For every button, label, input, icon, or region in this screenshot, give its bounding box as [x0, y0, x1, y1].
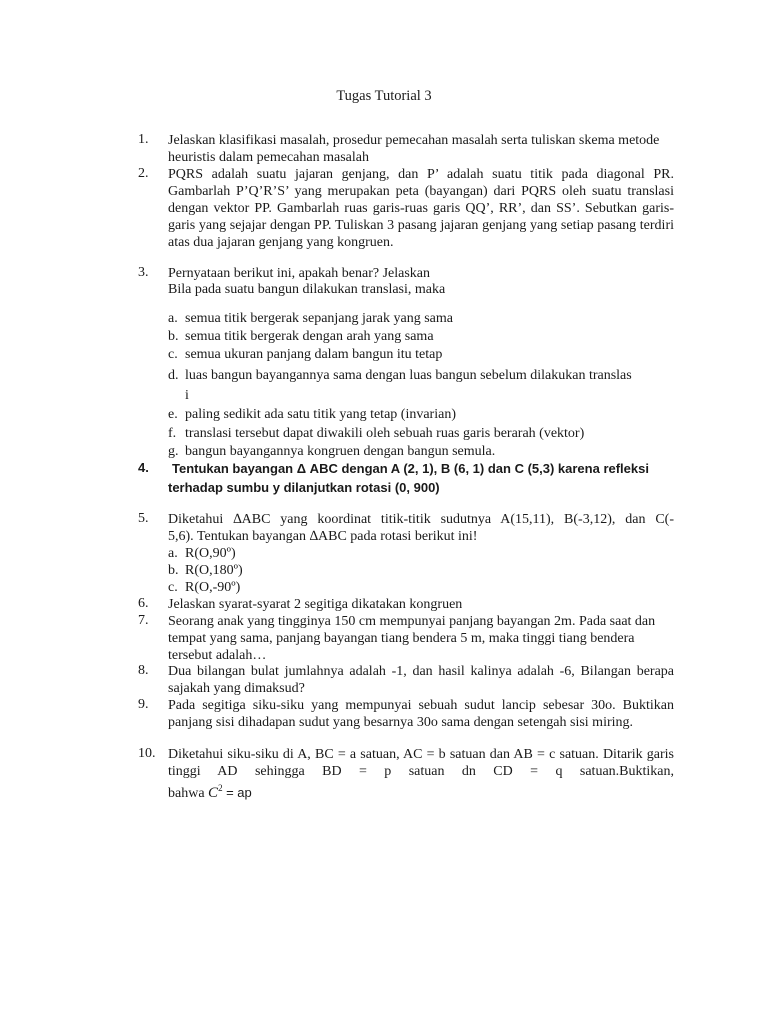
question-text: Jelaskan syarat-syarat 2 segitiga dikatakan kongruen [168, 597, 463, 612]
option-continuation: i [185, 388, 189, 403]
question-text: Diketahui siku-siku di A, BC = a satuan, AC = b satuan dan AB = c satuan. Ditarik garis tinggi AD sehingga BD = p satuan dn CD = q satuan.Buktikan, [168, 747, 674, 779]
option-item [168, 406, 688, 423]
question-number: 2. [138, 166, 149, 181]
c-exponent: 2 [218, 783, 223, 793]
question-number: 9. [138, 697, 149, 712]
question-number: 6. [138, 596, 149, 611]
question-text: Pada segitiga siku-siku yang mempunyai sebuah sudut lancip sebesar 30o. Buktikan panjang sisi dihadapan sudut yang besarnya 30o sama dengan setengah sisi miring. [168, 698, 674, 730]
option-letter: e. [168, 407, 178, 422]
question-text: Dua bilangan bulat jumlahnya adalah -1, dan hasil kalinya adalah -6, Bilangan berapa sajakah yang dimaksud? [168, 664, 674, 696]
option-item [168, 579, 688, 596]
option-letter: g. [168, 444, 179, 459]
option-text: semua titik bergerak sepanjang jarak yang sama [185, 311, 453, 326]
question-text: PQRS adalah suatu jajaran genjang, dan P’ adalah suatu titik pada diagonal PR. Gambarlah P’Q’R’S’ yang merupakan peta (bayangan) dari PQRS oleh suatu translasi dengan vektor PP. Gambarlah ruas garis-ruas garis QQ’, RR’, dan SS’. Sebutkan garis-garis yang sejajar dengan PP. Tuliskan 3 pasang jajaran genjang yang setiap pasang terdiri atas dua jajaran genjang yang kongruen. [168, 167, 674, 250]
option-letter: a. [168, 546, 178, 561]
question-number: 7. [138, 613, 149, 628]
option-text: semua ukuran panjang dalam bangun itu tetap [185, 347, 443, 362]
question-number: 1. [138, 132, 149, 147]
question-line: Bila pada suatu bangun dilakukan translasi, maka [168, 282, 446, 297]
bahwa-text: bahwa [168, 786, 205, 801]
option-letter: b. [168, 329, 179, 344]
question-text: Jelaskan klasifikasi masalah, prosedur pemecahan masalah serta tuliskan skema metode heuristis dalam pemecahan masalah [168, 133, 660, 165]
option-item [168, 346, 688, 363]
question-number: 8. [138, 663, 149, 678]
question-line: Tentukan bayangan Δ ABC dengan A (2, 1), B (6, 1) dan C (5,3) karena refleksi [172, 461, 649, 476]
question-line: Pernyataan berikut ini, apakah benar? Jelaskan [168, 266, 431, 281]
option-item [168, 310, 688, 327]
page-title: Tugas Tutorial 3 [336, 88, 432, 104]
question-line: terhadap sumbu y dilanjutkan rotasi (0, 900) [168, 480, 440, 495]
option-item [168, 562, 688, 579]
question-number: 5. [138, 511, 149, 526]
question-line: 5,6). Tentukan bayangan ∆ABC pada rotasi berikut ini! [168, 529, 478, 544]
option-text: bangun bayangannya kongruen dengan bangun semula. [185, 444, 496, 459]
option-item [168, 545, 688, 562]
option-item [168, 367, 688, 384]
option-text: translasi tersebut dapat diwakili oleh sebuah ruas garis berarah (vektor) [185, 426, 585, 441]
equals-ap: = ap [226, 785, 252, 800]
option-letter: f. [168, 426, 177, 441]
option-text: semua titik bergerak dengan arah yang sama [185, 329, 434, 344]
option-letter: d. [168, 368, 179, 383]
question-number: 10. [138, 746, 156, 761]
c-squared-formula [208, 785, 223, 801]
question-number: 4. [138, 460, 149, 475]
option-text: luas bangun bayangannya sama dengan luas bangun sebelum dilakukan translas [185, 368, 632, 383]
option-text: R(O,90º) [185, 546, 236, 561]
option-item [168, 328, 688, 345]
option-letter: c. [168, 347, 178, 362]
option-item [168, 443, 688, 460]
c-symbol: C [208, 785, 219, 801]
option-text: R(O,-90º) [185, 580, 241, 595]
conclusion-line [168, 780, 674, 802]
option-text: R(O,180º) [185, 563, 243, 578]
question-number: 3. [138, 265, 149, 280]
option-letter: a. [168, 311, 178, 326]
option-letter: b. [168, 563, 179, 578]
question-text: Seorang anak yang tingginya 150 cm mempunyai panjang bayangan 2m. Pada saat dan tempat yang sama, panjang bayangan tiang bendera 5 m, maka tinggi tiang bendera tersebut adalah… [168, 614, 656, 663]
option-text: paling sedikit ada satu titik yang tetap (invarian) [185, 407, 456, 422]
option-item [168, 425, 688, 442]
question-line: Diketahui ∆ABC yang koordinat titik-titik sudutnya A(15,11), B(-3,12), dan C(- [168, 512, 674, 527]
option-letter: c. [168, 580, 178, 595]
